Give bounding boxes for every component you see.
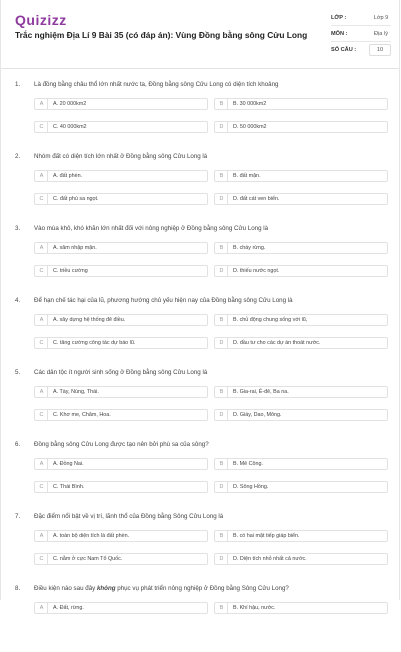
- answer-option-a[interactable]: [34, 98, 208, 110]
- question-item: [1, 580, 401, 652]
- option-text: D. 50 000km2: [233, 124, 267, 130]
- option-text: C. Khơ me, Chăm, Hoa.: [53, 412, 111, 418]
- question-item: [1, 436, 401, 508]
- option-letter: A: [36, 243, 48, 253]
- option-letter: B: [216, 99, 228, 109]
- meta-label: LỚP :: [331, 14, 347, 21]
- option-letter: B: [216, 243, 228, 253]
- worksheet-header: [1, 0, 399, 69]
- answer-option-b[interactable]: [214, 314, 388, 326]
- meta-row-count: [331, 42, 391, 57]
- question-item: [1, 508, 401, 580]
- question-number: 1.: [15, 81, 21, 88]
- option-text: B. cháy rừng.: [233, 245, 266, 251]
- answer-option-a[interactable]: [34, 602, 208, 614]
- option-letter: A: [36, 603, 48, 613]
- question-text: Các dân tộc ít người sinh sống ở Đồng bằng sông Cửu Long là: [34, 369, 208, 376]
- answer-option-b[interactable]: [214, 386, 388, 398]
- option-text: D. Sông Hồng.: [233, 484, 269, 490]
- option-letter: B: [216, 387, 228, 397]
- answer-option-c[interactable]: [34, 121, 208, 133]
- option-text: A. đất phèn.: [53, 173, 83, 179]
- meta-table: [331, 10, 391, 57]
- answer-option-c[interactable]: [34, 193, 208, 205]
- option-text: A. xây dựng hệ thống đê điều.: [53, 317, 126, 323]
- question-text: Đặc điểm nổi bật về vị trí, lãnh thổ của Đồng bằng Sông Cửu Long là: [34, 513, 224, 520]
- option-text: B. Khí hậu, nước.: [233, 605, 276, 611]
- option-text: B. Mê Công.: [233, 461, 263, 467]
- option-text: D. đất cát ven biển.: [233, 196, 280, 202]
- option-letter: A: [36, 387, 48, 397]
- option-letter: C: [36, 482, 48, 492]
- question-item: [1, 148, 401, 220]
- option-text: D. Diện tích nhỏ nhất cả nước.: [233, 556, 307, 562]
- answer-option-b[interactable]: [214, 98, 388, 110]
- option-letter: A: [36, 315, 48, 325]
- option-letter: D: [216, 338, 228, 348]
- option-letter: C: [36, 122, 48, 132]
- question-text: Nhóm đất có diện tích lớn nhất ở Đồng bằng sông Cửu Long là: [34, 153, 208, 160]
- question-text: [34, 585, 384, 592]
- option-letter: C: [36, 194, 48, 204]
- quizizz-logo: Quizizz: [15, 12, 67, 28]
- answer-option-a[interactable]: [34, 170, 208, 182]
- meta-value: Lớp 9: [373, 14, 389, 21]
- answer-option-d[interactable]: [214, 409, 388, 421]
- answer-option-c[interactable]: [34, 409, 208, 421]
- worksheet-title: Trắc nghiệm Địa Lí 9 Bài 35 (có đáp án): Vùng Đồng bằng sông Cửu Long: [15, 30, 308, 40]
- option-letter: A: [36, 99, 48, 109]
- option-letter: C: [36, 554, 48, 564]
- option-letter: D: [216, 482, 228, 492]
- option-text: C. đất phù sa ngọt.: [53, 196, 99, 202]
- question-text-emphasis: không: [96, 585, 116, 592]
- question-text: Để hạn chế tác hại của lũ, phương hướng chủ yếu hiện nay của Đồng bằng sông Cửu Long là: [34, 297, 293, 304]
- question-number: 5.: [15, 369, 21, 376]
- answer-option-d[interactable]: [214, 337, 388, 349]
- option-letter: A: [36, 459, 48, 469]
- option-text: B. có hai mặt tiếp giáp biển.: [233, 533, 300, 539]
- answer-option-b[interactable]: [214, 242, 388, 254]
- meta-row-subject: [331, 26, 391, 42]
- question-item: [1, 364, 401, 436]
- answer-option-a[interactable]: [34, 386, 208, 398]
- question-text-part: phục vụ phát triển nông nghiệp ở Đồng bằng Sông Cửu Long?: [115, 585, 289, 592]
- option-text: D. Giáy, Dao, Mông.: [233, 412, 282, 418]
- answer-option-d[interactable]: [214, 481, 388, 493]
- option-text: C. nằm ở cực Nam Tổ Quốc.: [53, 556, 123, 562]
- option-letter: D: [216, 194, 228, 204]
- option-text: B. 30 000km2: [233, 101, 267, 107]
- question-text: Vào mùa khô, khó khăn lớn nhất đối với nông nghiệp ở Đồng bằng sông Cửu Long là: [34, 225, 269, 232]
- question-text: Là đồng bằng châu thổ lớn nhất nước ta, Đồng bằng sông Cửu Long có diện tích khoảng: [34, 81, 279, 88]
- option-text: C. 40 000km2: [53, 124, 87, 130]
- question-number: 7.: [15, 513, 21, 520]
- answer-option-b[interactable]: [214, 170, 388, 182]
- option-letter: D: [216, 122, 228, 132]
- option-text: D. đầu tư cho các dự án thoát nước.: [233, 340, 321, 346]
- question-text-part: Điều kiện nào sau đây: [34, 585, 97, 592]
- option-text: A. Tày, Nùng, Thái.: [53, 389, 99, 395]
- option-text: D. thiếu nước ngọt.: [233, 268, 280, 274]
- question-number: 3.: [15, 225, 21, 232]
- answer-option-b[interactable]: [214, 458, 388, 470]
- option-text: B. đất mặn.: [233, 173, 261, 179]
- option-letter: B: [216, 171, 228, 181]
- option-text: A. toàn bộ diện tích là đất phèn.: [53, 533, 130, 539]
- option-text: C. triều cường: [53, 268, 88, 274]
- option-letter: B: [216, 459, 228, 469]
- option-letter: D: [216, 266, 228, 276]
- answer-option-b[interactable]: [214, 602, 388, 614]
- option-text: A. 20 000km2: [53, 101, 87, 107]
- question-item: [1, 292, 401, 364]
- answer-option-c[interactable]: [34, 481, 208, 493]
- option-letter: C: [36, 266, 48, 276]
- option-letter: B: [216, 603, 228, 613]
- question-text: Đồng bằng sông Cửu Long được tạo nên bởi phù sa của sông?: [34, 441, 209, 448]
- option-text: A. Đất, rừng.: [53, 605, 84, 611]
- question-list: [1, 76, 401, 652]
- option-letter: D: [216, 554, 228, 564]
- answer-option-a[interactable]: [34, 242, 208, 254]
- option-letter: A: [36, 171, 48, 181]
- option-letter: C: [36, 410, 48, 420]
- option-text: A. xâm nhập mặn.: [53, 245, 97, 251]
- option-letter: B: [216, 531, 228, 541]
- answer-option-d[interactable]: [214, 265, 388, 277]
- answer-option-c[interactable]: [34, 337, 208, 349]
- question-number: 2.: [15, 153, 21, 160]
- option-text: C. tăng cường công tác dự báo lũ.: [53, 340, 136, 346]
- answer-option-d[interactable]: [214, 121, 388, 133]
- question-item: [1, 220, 401, 292]
- answer-option-a[interactable]: [34, 458, 208, 470]
- option-letter: C: [36, 338, 48, 348]
- question-item: [1, 76, 401, 148]
- answer-option-c[interactable]: [34, 553, 208, 565]
- answer-option-b[interactable]: [214, 530, 388, 542]
- meta-value: 10: [369, 44, 391, 56]
- answer-option-a[interactable]: [34, 530, 208, 542]
- answer-option-a[interactable]: [34, 314, 208, 326]
- option-letter: B: [216, 315, 228, 325]
- answer-option-c[interactable]: [34, 265, 208, 277]
- option-text: B. chủ động chung sống với lũ,: [233, 317, 308, 323]
- option-text: B. Gia-rai, Ê-đê, Ba na.: [233, 389, 289, 395]
- answer-option-d[interactable]: [214, 553, 388, 565]
- meta-label: SỐ CÂU :: [331, 46, 357, 53]
- option-letter: D: [216, 410, 228, 420]
- meta-value: Địa lý: [374, 30, 388, 37]
- question-number: 6.: [15, 441, 21, 448]
- question-number: 4.: [15, 297, 21, 304]
- answer-option-d[interactable]: [214, 193, 388, 205]
- meta-label: MÔN :: [331, 30, 348, 37]
- question-number: 8.: [15, 585, 21, 592]
- option-text: A. Đồng Nai.: [53, 461, 84, 467]
- meta-row-class: [331, 10, 391, 26]
- option-letter: A: [36, 531, 48, 541]
- option-text: C. Thái Bình.: [53, 484, 85, 490]
